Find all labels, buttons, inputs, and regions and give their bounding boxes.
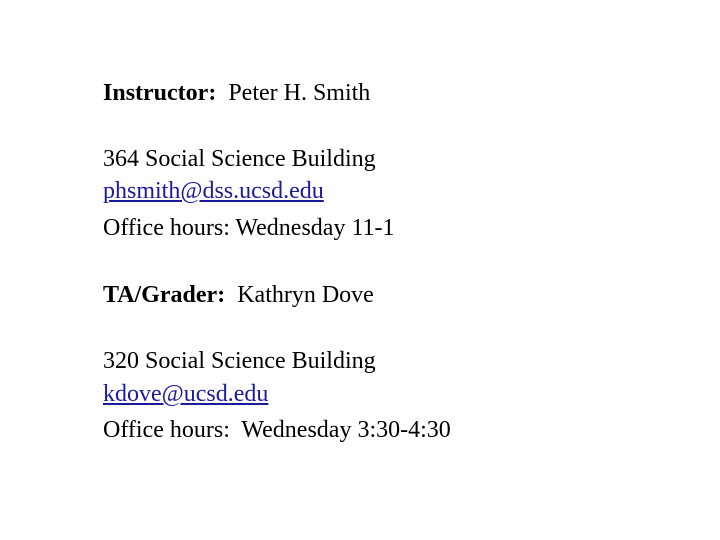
- ta-name: Kathryn Dove: [237, 282, 374, 308]
- ta-office-hours: Office hours: Wednesday 3:30-4:30: [103, 417, 451, 443]
- instructor-label: Instructor:: [103, 80, 217, 106]
- ta-email-link[interactable]: kdove@ucsd.edu: [103, 381, 269, 407]
- ta-email-line: [103, 379, 268, 409]
- instructor-name: Peter H. Smith: [228, 80, 371, 106]
- instructor-email-line: [103, 176, 324, 206]
- instructor-line: [103, 78, 370, 108]
- instructor-office-hours: Office hours: Wednesday 11-1: [103, 215, 395, 241]
- ta-label: TA/Grader:: [103, 282, 226, 308]
- ta-office: 320 Social Science Building: [103, 348, 376, 374]
- instructor-email-link[interactable]: phsmith@dss.ucsd.edu: [103, 178, 324, 204]
- ta-line: [103, 280, 374, 310]
- instructor-office: 364 Social Science Building: [103, 146, 376, 172]
